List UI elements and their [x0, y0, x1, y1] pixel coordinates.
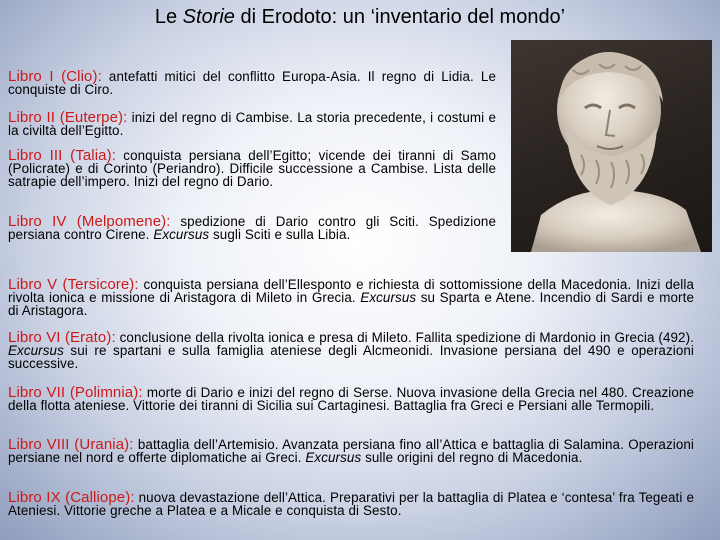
- book-6-text: conclusione della rivolta ionica e presa di Mileto. Fallita spedizione di Mardonio in Grecia (492).: [115, 330, 694, 345]
- book-4-text: spedizione di Dario contro gli Sciti. Spedizione persiana contro Cirene.: [8, 214, 496, 242]
- book-8-text: battaglia dell’Artemisio. Avanzata persiana fino all’Attica e battaglia di Salamina. Operazioni persiane nel nord e offerte diplomatiche ai Greci.: [8, 437, 694, 465]
- book-2-label: Libro II (Euterpe):: [8, 109, 128, 126]
- book-6-label: Libro VI (Erato):: [8, 329, 116, 346]
- book-4-text2: sugli Sciti e sulla Libia.: [209, 227, 351, 242]
- book-4-label: Libro IV (Melpomene):: [8, 213, 171, 230]
- book-9-label: Libro IX (Calliope):: [8, 489, 135, 506]
- book-9-entry: [8, 491, 694, 517]
- book-3-label: Libro III (Talia):: [8, 147, 116, 164]
- book-1-text: antefatti mitici del conflitto Europa-Asia. Il regno di Lidia. Le conquiste di Ciro.: [8, 69, 496, 97]
- book-7-text: morte di Dario e inizi del regno di Serse. Nuova invasione della Grecia nel 480. Creazione della flotta ateniese. Vittorie dei tiranni di Sicilia sui Cartaginesi. Battaglia fra Greci e Persiani alle Termopili.: [8, 385, 694, 413]
- book-3-text: conquista persiana dell’Egitto; vicende dei tiranni di Samo (Policrate) e di Corinto (Periandro). Difficile successione a Cambise. Lista delle satrapie dell’impero. Inizi del regno di Dario.: [8, 148, 497, 189]
- title-italic: Storie: [182, 6, 235, 28]
- book-7-label: Libro VII (Polimnia):: [8, 384, 143, 401]
- herodotus-bust-image: [511, 40, 712, 252]
- book-1-entry: [8, 70, 496, 96]
- book-5-italic: Excursus: [360, 290, 417, 305]
- book-5-text: conquista persiana dell’Ellesponto e richiesta di sottomissione della Macedonia. Inizi della rivolta ionica e missione di Aristagora di Mileto in Grecia.: [8, 277, 694, 305]
- book-6-entry: [8, 331, 694, 370]
- book-6-text2: sui re spartani e sulla famiglia ateniese degli Alcmeonidi. Invasione persiana del 490 e operazioni successive.: [8, 343, 694, 371]
- book-8-italic: Excursus: [305, 450, 362, 465]
- book-7-entry: [8, 386, 694, 412]
- book-8-entry: [8, 438, 694, 464]
- book-4-italic: Excursus: [153, 227, 210, 242]
- book-6-italic: Excursus: [8, 343, 64, 358]
- book-3-entry: [8, 149, 496, 188]
- book-8-text2: sulle origini del regno di Macedonia.: [361, 450, 583, 465]
- book-9-text: nuova devastazione dell’Attica. Preparativi per la battaglia di Platea e ‘contesa’ fra Tegeati e Ateniesi. Vittorie greche a Platea e a Micale e conquista di Sesto.: [8, 490, 694, 518]
- book-2-text: inizi del regno di Cambise. La storia precedente, i costumi e la civiltà dell’Egitto.: [8, 110, 496, 138]
- book-4-entry: [8, 215, 496, 241]
- book-2-entry: [8, 111, 496, 137]
- book-5-text2: su Sparta e Atene. Incendio di Sardi e morte di Aristagora.: [8, 290, 694, 318]
- book-8-label: Libro VIII (Urania):: [8, 436, 134, 453]
- slide-title: Le Storie di Erodoto: un ‘inventario del mondo’: [154, 6, 566, 28]
- book-5-label: Libro V (Tersicore):: [8, 276, 139, 293]
- book-5-entry: [8, 278, 694, 317]
- book-1-label: Libro I (Clio):: [8, 68, 102, 85]
- bust-icon: [511, 40, 712, 252]
